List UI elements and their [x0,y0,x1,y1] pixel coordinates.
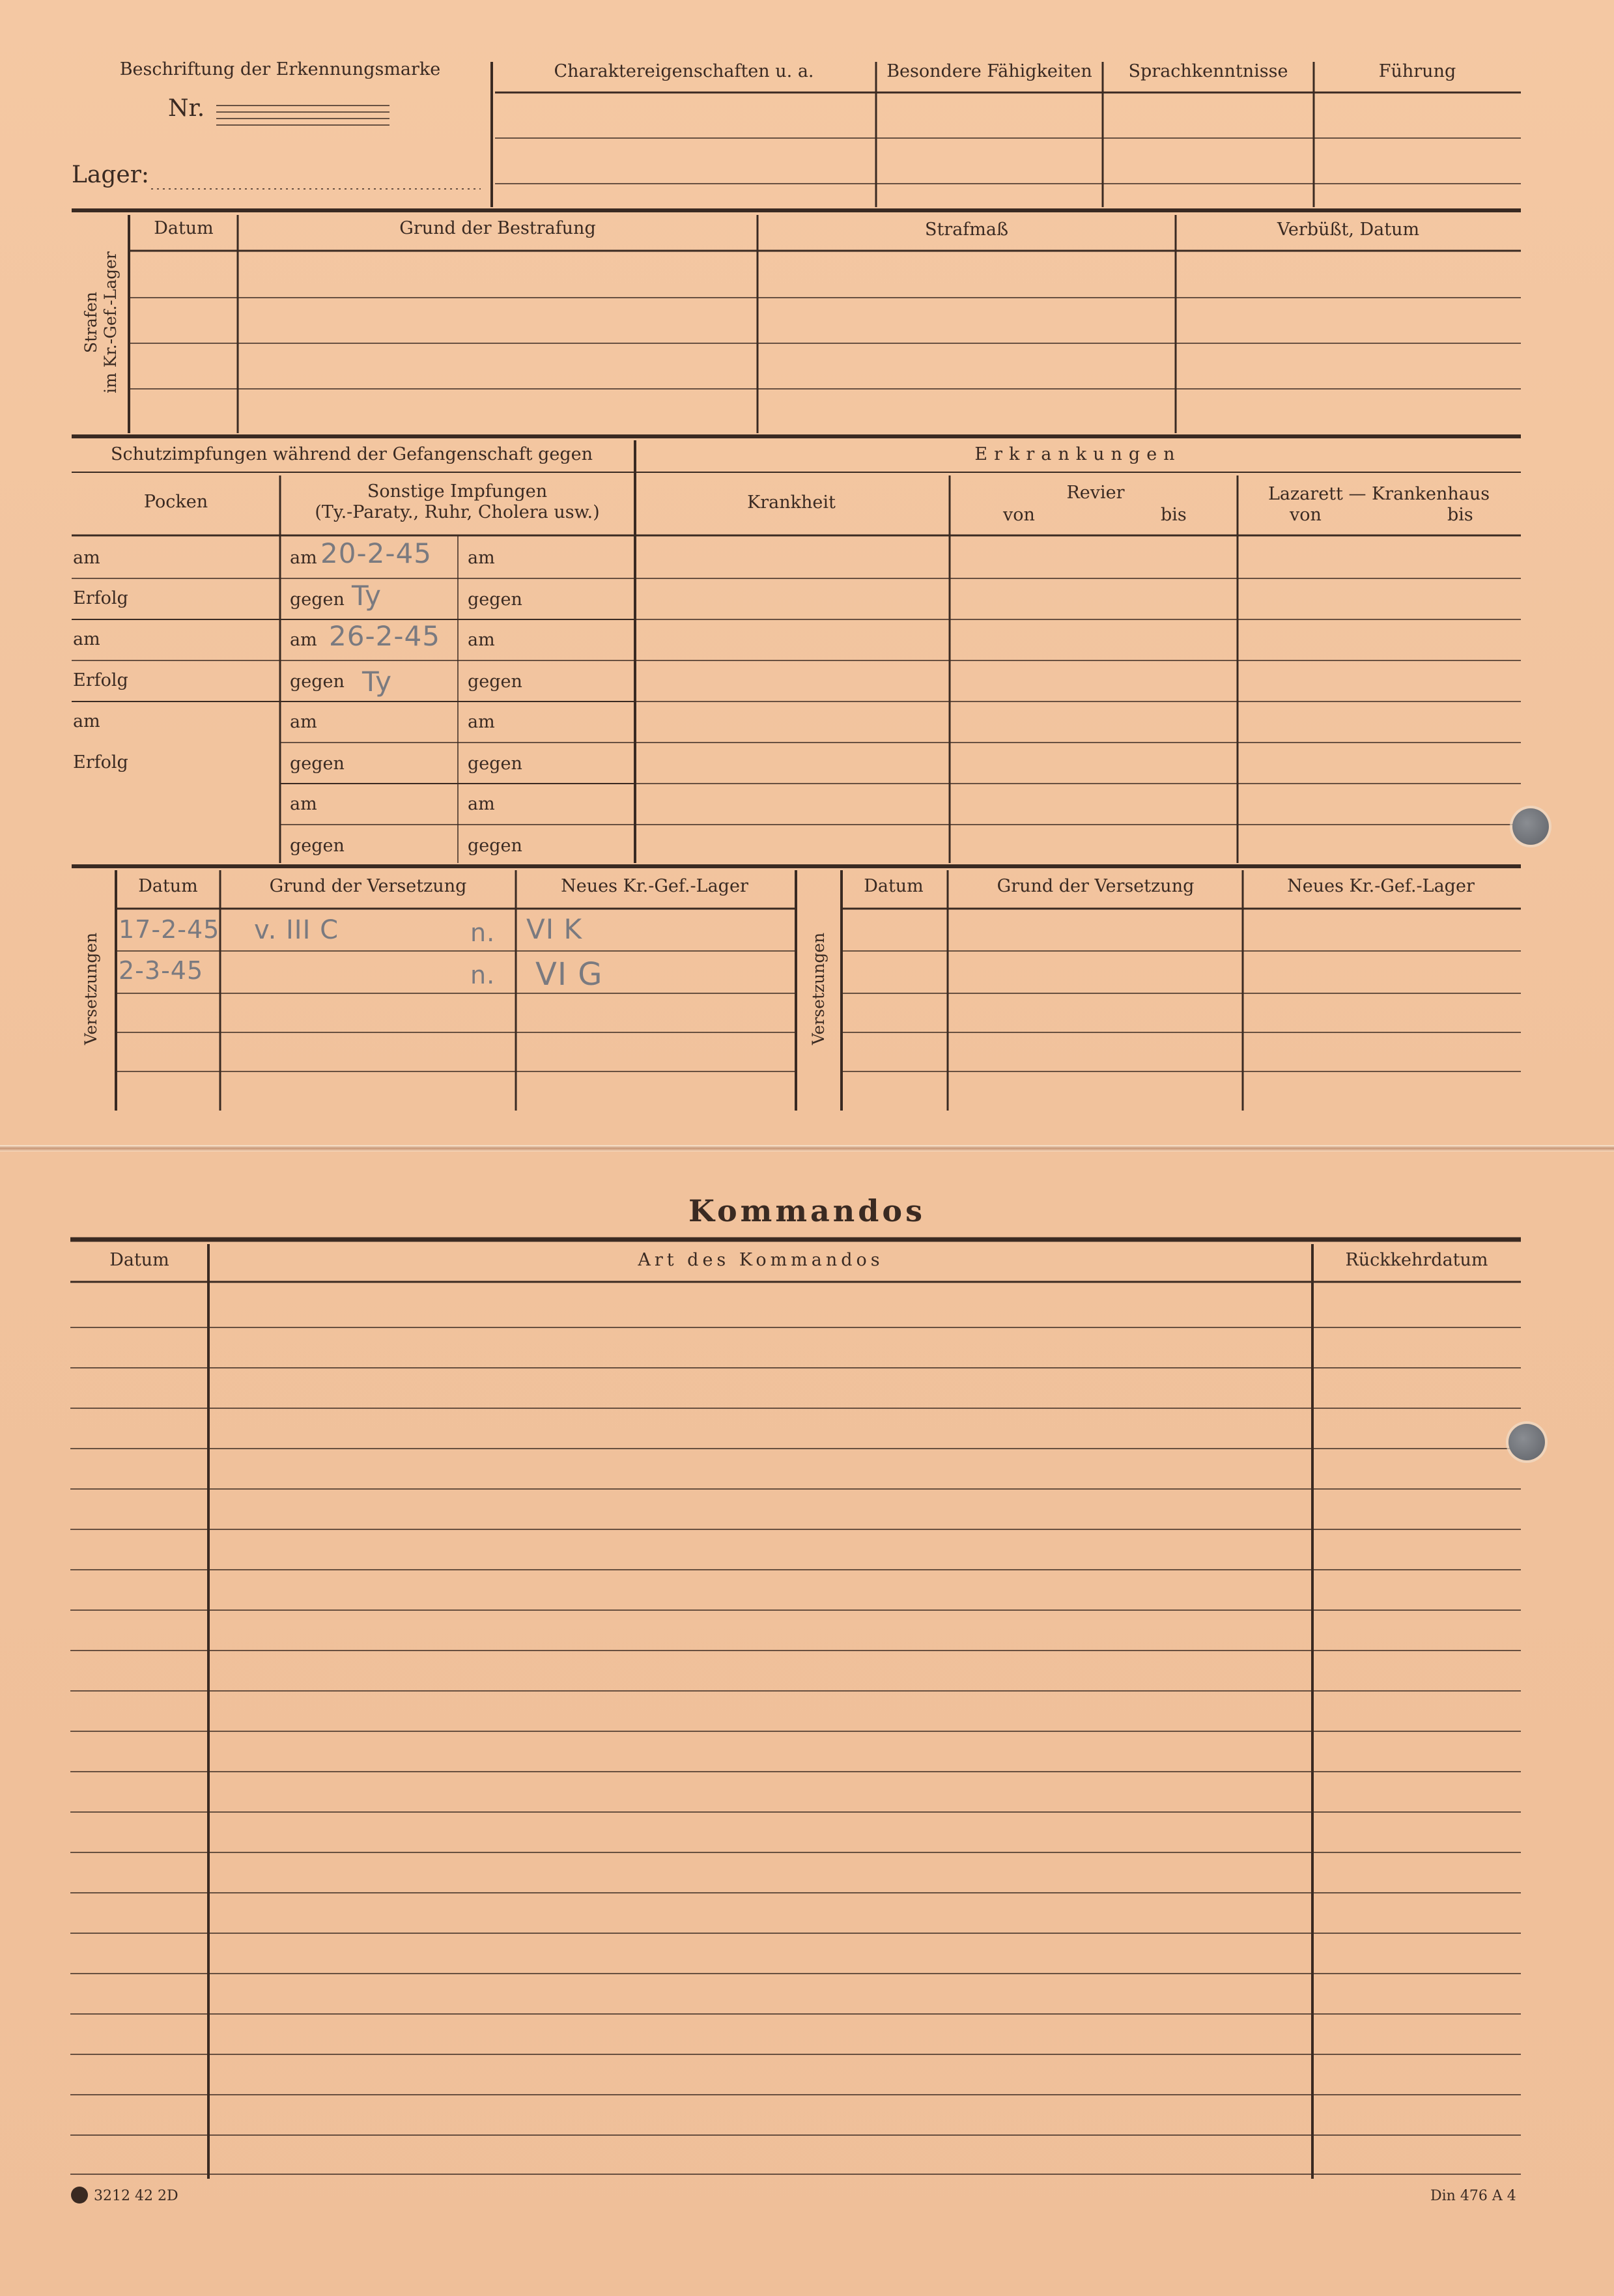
sonstige-impfungen-detail: (Ty.-Paraty., Ruhr, Cholera usw.) [315,502,600,522]
versetzungen-side-label-right: Versetzungen [809,932,828,1045]
krankheit-label: Krankheit [747,492,836,513]
impfungen-header: Schutzimpfungen während der Gefangenschaft gegen [111,444,593,464]
printer-mark-icon [71,2187,88,2204]
strafen-col-verbuesst: Verbüßt, Datum [1277,220,1420,240]
erkrankungen-header: Erkrankungen [974,444,1182,464]
sonstige-gegen-4b: gegen [468,836,522,856]
sonstige-am-1a: am [290,548,317,568]
revier-von: von [1003,505,1035,525]
col-faehigkeiten: Besondere Fähigkeiten [886,61,1092,81]
versetzung-col-lager-left: Neues Kr.-Gef.-Lager [561,876,748,896]
footer-form-number: 3212 42 2D [94,2188,178,2204]
kommandos-col-rueckkehr: Rückkehrdatum [1345,1250,1488,1270]
sonstige-impfungen-label: Sonstige Impfungen [367,481,548,502]
sonstige-gegen-4a: gegen [290,836,345,856]
pocken-am-3: am [73,711,100,731]
versetzung-date-1: 17-2-45 [119,915,220,944]
sonstige-gegen-3b: gegen [468,754,522,774]
versetzung-col-lager-right: Neues Kr.-Gef.-Lager [1287,876,1475,896]
strafen-col-grund: Grund der Bestrafung [399,218,596,238]
lazarett-von: von [1290,505,1322,525]
sonstige-gegen-3a: gegen [290,754,345,774]
pocken-am-1: am [73,548,100,568]
impfung-date-1: 20-2-45 [320,537,432,569]
sonstige-am-3b: am [468,712,495,732]
sonstige-am-1b: am [468,548,495,568]
versetzungen-side-label-left: Versetzungen [81,932,100,1045]
sonstige-gegen-1b: gegen [468,589,522,610]
revier-label: Revier [1066,483,1125,503]
lazarett-label: Lazarett — Krankenhaus [1267,484,1490,504]
footer-din: Din 476 A 4 [1430,2188,1516,2204]
versetzung-col-grund-left: Grund der Versetzung [269,876,467,896]
col-sprachkenntnisse: Sprachkenntnisse [1128,61,1288,81]
nr-label: Nr. [168,95,205,122]
pocken-erfolg-2: Erfolg [73,670,128,690]
sonstige-am-2a: am [290,630,317,650]
kommandos-title: Kommandos [688,1193,926,1228]
impfung-date-2: 26-2-45 [329,620,440,652]
sonstige-gegen-2b: gegen [468,672,522,692]
punch-hole-lower [1508,1424,1545,1460]
pocken-erfolg-3: Erfolg [73,752,128,772]
erkennungsmarke-label: Beschriftung der Erkennungsmarke [119,59,441,79]
pocken-erfolg-1: Erfolg [73,588,128,608]
punch-hole-upper [1512,808,1549,845]
kommandos-col-art: Art des Kommandos [638,1250,884,1270]
versetzung-lager-2: VI G [535,956,603,993]
versetzung-col-grund-right: Grund der Versetzung [997,876,1195,896]
pocken-am-2: am [73,629,100,649]
strafen-col-strafmass: Strafmaß [924,220,1009,240]
sonstige-am-3a: am [290,712,317,732]
strafen-side-label: Strafen im Kr.-Gef.-Lager [81,251,120,393]
versetzung-date-2: 2-3-45 [119,956,204,985]
kommandos-col-datum: Datum [109,1250,169,1270]
strafen-col-datum: Datum [154,218,214,238]
pocken-label: Pocken [143,492,208,512]
sonstige-gegen-2a: gegen [290,672,345,692]
versetzung-col-datum-right: Datum [864,876,924,896]
impfung-against-1: Ty [352,580,382,612]
lager-label: Lager: [72,162,150,188]
impfung-against-2: Ty [362,666,392,698]
col-fuehrung: Führung [1378,61,1456,81]
sonstige-am-4b: am [468,794,495,814]
sonstige-am-2b: am [468,630,495,650]
versetzung-n-1: n. [470,918,496,947]
lazarett-bis: bis [1447,505,1473,525]
sonstige-am-4a: am [290,794,317,814]
col-charakter: Charaktereigenschaften u. a. [554,61,814,81]
revier-bis: bis [1161,505,1187,525]
versetzung-grund-1: v. III C [254,915,339,945]
sonstige-gegen-1a: gegen [290,589,345,610]
versetzung-lager-1: VI K [526,913,583,945]
versetzung-col-datum-left: Datum [138,876,198,896]
versetzung-n-2: n. [470,961,496,989]
